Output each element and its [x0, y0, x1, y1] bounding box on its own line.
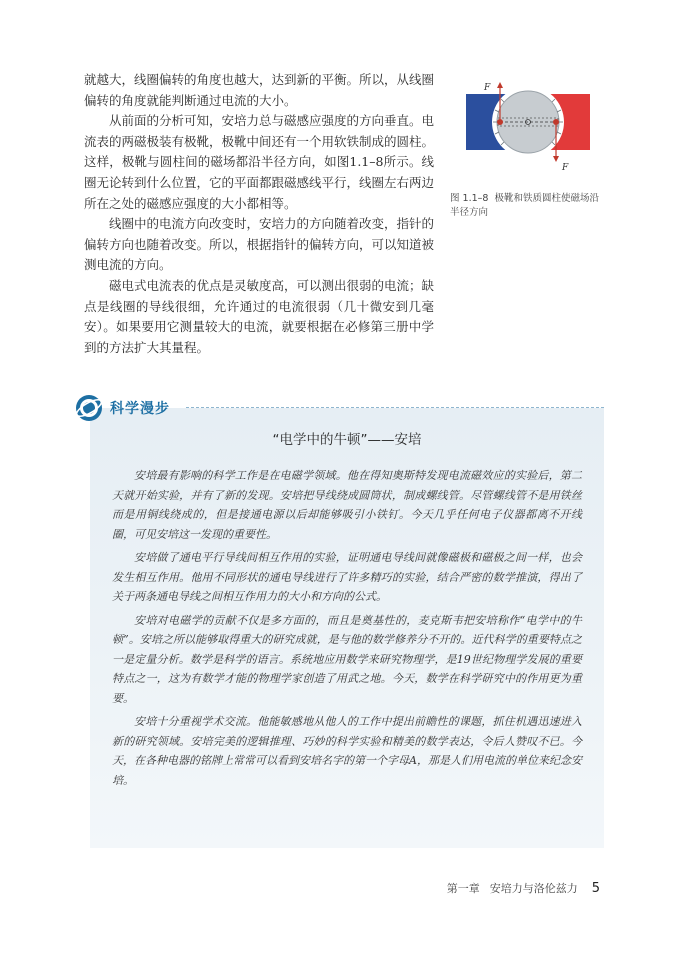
body-text: [84, 70, 434, 358]
force-label-bottom: F: [562, 163, 569, 173]
arrowhead-down-icon: [553, 156, 559, 162]
science-paragraph: 安培最有影响的科学工作是在电磁学领域。他在得知奥斯特发现电流磁效应的实验后，第二天就开始实验，并有了新的发现。安培把导线绕成圆筒状，制成螺线管。尽管螺线管不是用铁丝而是用铜线绕成的，但是接通电源以后却能够吸引小铁钉。今天几乎任何电子仪器都离不开线圈，可见安培这一发现的重要性。: [112, 469, 582, 541]
footer-chapter: 第一章: [446, 882, 480, 895]
force-label-top: F: [484, 83, 491, 93]
paragraph: 磁电式电流表的优点是灵敏度高，可以测出很弱的电流；缺点是线圈的导线很细，允许通过的电流很弱（几十微安到几毫安）。如果要用它测量较大的电流，就要根据在必修第三册中学到的方法扩大其量程。: [84, 277, 435, 355]
footer-title: 安培力与洛伦兹力: [489, 882, 578, 895]
paragraph: 线圈中的电流方向改变时，安培力的方向随着改变，指针的偏转方向也随着改变。所以，根据指针的偏转方向，可以知道被测电流的方向。: [84, 216, 435, 273]
science-paragraph: 安培十分重视学术交流。他能敏感地从他人的工作中提出前瞻性的课题，抓住机遇迅速进入新的研究领域。安培完美的逻辑推理、巧妙的科学实验和精美的数学表达，令后人赞叹不已。今天，在各种电器的铭牌上常常可以看到安培名字的第一个字母A，那是人们用电流的单位来纪念安培。: [112, 715, 582, 787]
science-paragraph: 安培对电磁学的贡献不仅是多方面的，而且是奠基性的，麦克斯韦把安培称作“电学中的牛顿”。安培之所以能够取得重大的研究成就，是与他的数学修养分不开的。近代科学的重要特点之一是定量分析。数学是科学的语言。系统地应用数学来研究物理学，是19世纪物理学发展的重要特点之一，这为有数学才能的物理学家创造了用武之地。今天，数学在科学研究中的作用更为重要。: [112, 613, 582, 705]
paragraph: 从前面的分析可知，安培力总与磁感应强度的方向垂直。电流表的两磁极装有极靴，极靴中间还有一个用软铁制成的圆柱。这样，极靴与圆柱间的磁场都沿半径方向，如图1.1–8所示。线圈无论转到什么位置，它的平面都跟磁感线平行，线圈左右两边所在之处的磁感应强度的大小都相等。: [84, 113, 435, 211]
science-walk-title: “电学中的牛顿”——安培: [272, 432, 422, 448]
globe-logo-icon: [74, 393, 104, 423]
pole-shoe-diagram: [464, 72, 592, 182]
science-paragraph: 安培做了通电平行导线间相互作用的实验，证明通电导线间就像磁极和磁极之间一样，也会发生相互作用。他用不同形状的通电导线进行了许多精巧的实验，结合严密的数学推演，得出了关于两条通电导线之间相互作用力的大小和方向的公式。: [112, 551, 582, 603]
figure-caption-text: 极靴和铁质圆柱使磁场沿半径方向: [450, 193, 599, 218]
coil-side-right: [553, 119, 559, 125]
page-footer: [0, 880, 600, 896]
coil-side-left: [497, 119, 503, 125]
science-walk-box: [90, 408, 604, 848]
figure-caption: [450, 192, 608, 220]
arrowhead-up-icon: [497, 82, 503, 88]
page-number: 5: [591, 881, 600, 896]
figure-1-1-8: [448, 72, 608, 220]
science-walk-label: 科学漫步: [110, 401, 170, 417]
dashed-divider: [186, 407, 604, 408]
figure-number: 图 1.1–8: [450, 193, 489, 204]
science-walk-header: [74, 393, 604, 423]
paragraph: 就越大，线圈偏转的角度也越大，达到新的平衡。所以，从线圈偏转的角度就能判断通过电流的大小。: [84, 72, 435, 108]
